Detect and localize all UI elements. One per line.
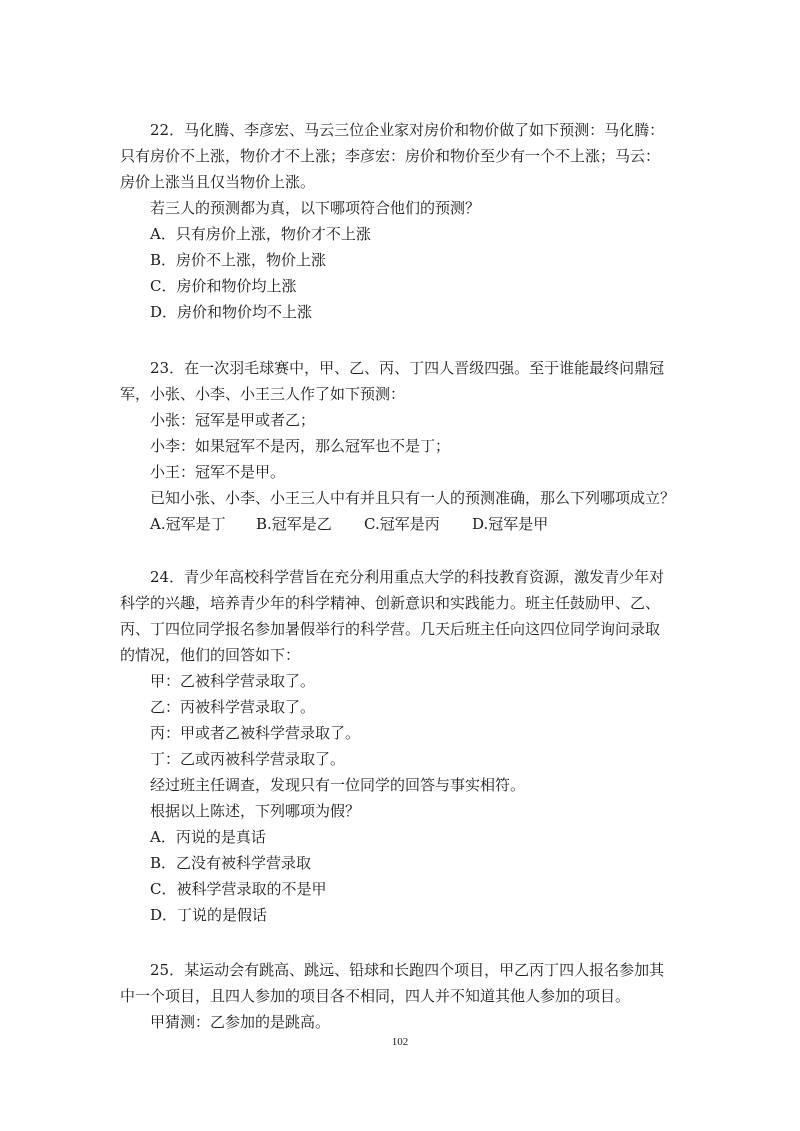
option-a: A．只有房价上涨，物价才不上涨 — [150, 225, 371, 243]
statement: 小李：如果冠军不是丙，那么冠军也不是丁； — [150, 437, 451, 455]
option-b: B．乙没有被科学营录取 — [150, 854, 312, 872]
statement: 丁：乙或丙被科学营录取了。 — [150, 750, 346, 768]
question-23 — [120, 355, 692, 537]
question-text: 军，小张、小李、小王三人作了如下预测： — [120, 385, 406, 403]
statement: 经过班主任调查，发现只有一位同学的回答与事实相符。 — [150, 776, 526, 794]
options-row — [120, 511, 692, 537]
question-text: 丙、丁四位同学报名参加暑假举行的科学营。几天后班主任向这四位同学询问录取 — [120, 620, 661, 638]
question-prompt: 若三人的预测都为真，以下哪项符合他们的预测？ — [150, 199, 481, 217]
option-b: B.冠军是乙 — [256, 515, 332, 533]
question-25 — [120, 957, 692, 1035]
option-c: C.冠军是丙 — [364, 515, 440, 533]
question-text: 22．马化腾、李彦宏、马云三位企业家对房价和物价做了如下预测：马化腾： — [150, 121, 665, 139]
option-a: A.冠军是丁 — [150, 515, 226, 533]
question-24 — [120, 564, 692, 928]
option-d: D.冠军是甲 — [472, 515, 549, 533]
option-a: A．丙说的是真话 — [150, 828, 266, 846]
option-d: D．房价和物价均不上涨 — [150, 303, 313, 321]
question-text: 23．在一次羽毛球赛中，甲、乙、丙、丁四人晋级四强。至于谁能最终问鼎冠 — [150, 359, 665, 377]
statement: 甲：乙被科学营录取了。 — [150, 672, 316, 690]
option-c: C．房价和物价均上涨 — [150, 277, 297, 295]
question-text: 的情况，他们的回答如下： — [120, 646, 301, 664]
statement: 小张：冠军是甲或者乙； — [150, 411, 316, 429]
statement: 乙：丙被科学营录取了。 — [150, 698, 316, 716]
question-text: 只有房价不上涨，物价才不上涨；李彦宏：房价和物价至少有一个不上涨；马云： — [120, 147, 661, 165]
question-text: 25．某运动会有跳高、跳远、铅球和长跑四个项目，甲乙丙丁四人报名参加其 — [150, 961, 665, 979]
question-22 — [120, 117, 692, 325]
option-d: D．丁说的是假话 — [150, 906, 268, 924]
page-number: 102 — [391, 1036, 409, 1048]
option-b: B．房价不上涨，物价上涨 — [150, 251, 327, 269]
option-c: C．被科学营录取的不是甲 — [150, 880, 327, 898]
question-text: 24．青少年高校科学营旨在充分利用重点大学的科技教育资源，激发青少年对 — [150, 568, 665, 586]
statement: 小王：冠军不是甲。 — [150, 463, 286, 481]
question-prompt: 已知小张、小李、小王三人中有并且只有一人的预测准确，那么下列哪项成立？ — [150, 489, 676, 507]
question-prompt: 根据以上陈述，下列哪项为假？ — [150, 802, 361, 820]
question-text: 科学的兴趣，培养青少年的科学精神、创新意识和实践能力。班主任鼓励甲、乙、 — [120, 594, 661, 612]
question-text: 中一个项目，且四人参加的项目各不相同，四人并不知道其他人参加的项目。 — [120, 987, 631, 1005]
statement: 丙：甲或者乙被科学营录取了。 — [150, 724, 361, 742]
question-text: 房价上涨当且仅当物价上涨。 — [120, 173, 316, 191]
statement: 甲猜测：乙参加的是跳高。 — [150, 1013, 331, 1031]
